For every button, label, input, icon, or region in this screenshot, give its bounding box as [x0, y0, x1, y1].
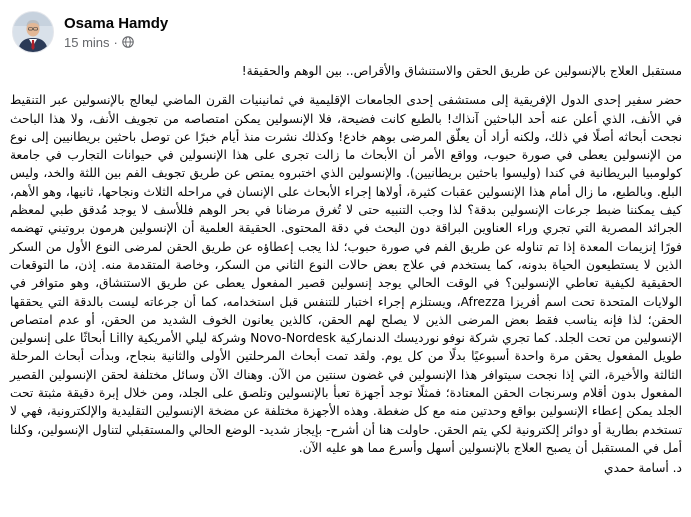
- header-meta: [64, 14, 168, 51]
- post-signature: د. أسامة حمدي: [604, 461, 682, 476]
- post-header: [12, 10, 168, 54]
- globe-icon[interactable]: [122, 36, 134, 48]
- author-name[interactable]: Osama Hamdy: [64, 14, 169, 32]
- profile-photo: [13, 12, 53, 52]
- author-avatar[interactable]: [12, 11, 54, 53]
- post-body-paragraph: حضر سفير إحدى الدول الإفريقية إلى مستشفى إحدى الجامعات الإقليمية في ثمانينيات القرن الماضي ليعالج بالإنسولين عبر التنقيط في الأنف، الذي أعلن عنه أحد الباحثين آنذاك! بالطبع كانت فضيحة، فلا الإنسولين يمكن امتصاصه من تجويف الأنف، ولا هذا الباحث نجحت أبحاثه أصلًا في ذلك، ولكنه أراد أن يعلّق المرضى بوهم خادع! وكذلك نشرت منذ أيام خبرًا عن توصل باحثين بريطانيين إلى نوع من الإنسولين يعطى في صورة حبوب، وواقع الأمر أن الأبحاث ما زالت تجرى على هذا الإنسولين في حيوانات التجارب في جامعة كولومبيا البريطانية في كندا (وليسوا باحثين بريطانيين). والإنسولين الذي اختبروه يمتص عن طريق تجويف الفم بين اللثة والخد، وليس البلع. وبالطبع، ما زال أمام هذا الإنسولين عقبات كثيرة، أولاها إجراء الأبحاث على الإنسان في مراحله الثلاث ونجاحها، ثانيها، وهو الأهم، كيف يمكننا ضبط جرعات الإنسولين بدقة؟ لذا وجب التنبيه حتى لا تُغرق مرضانا في بحر الوهم فللأسف لا يوجد مُدقق طبي لمعظم الجرائد المصرية التي تجري وراء العناوين البراقة دون البحث في دقة المحتوى. الحقيقة العلمية أن الإنسولين هرمون بروتيني تهضمه فورًا إنزيمات المعدة إذا تم تناوله عن طريق الفم في صورة حبوب؛ لذا يجب إعطاؤه عن طريق الحقن لمرضى النوع الأول من السكر الذين لا يستطيعون الحياة بدونه، كما يستخدم في علاج بعض حالات النوع الثاني من السكر، وخاصة المتقدمة منه. إذن، ما التوقعات الحقيقية لكيفية تعاطي الإنسولين؟ في الوقت الحالي يوجد إنسولين قصير المفعول يعطى عن طريق الاستنشاق، وهو متوافر في الولايات المتحدة تحت اسم أفريزا Afrezza، ويستلزم إجراء اختبار للتنفس قبل استخدامه، كما أن جرعاته ليست بالدقة التي يحققها الحقن؛ لذا فإنه يناسب فقط بعض المرضى الذين لا يصلح لهم الحقن، كالذين يعانون الخوف الشديد من الحقن، أو عدم امتصاص الإنسولين من تحت الجلد. كما تجري شركة نوفو نورديسك الدنماركية Novo-Nordesk وشركة ليلي الأمريكية Lilly أبحاثًا على إنسولين طويل المفعول يحقن مرة واحدة أسبوعيًا بدلًا من كل يوم. ولقد تمت أبحاث المرحلتين الأولى والثانية بنجاح، وبدأت أبحاث المرحلة الثالثة والأخيرة، التي إذا نجحت سيتوافر هذا الإنسولين في غضون سنتين من الآن. وهناك الآن وسائل مختلفة لحقن الإنسولين القصير المفعول بدون أقلام وسرنجات الحقن المعتادة؛ فمثلًا توجد أجهزة تعبأ بالإنسولين وتلصق على الجلد، ومن خلال إبرة دقيقة مثبتة تحت الجلد يمكن إعطاء الإنسولين بواقع وحدتين منه مع كل ضغطة. وهذه الأجهزة مختلفة عن مضخة الإنسولين التقليدية والإلكترونية، فهي لا تستخدم بطارية أو دوائر إلكترونية لكي يتم الحقن. حاولت هنا أن أشرح- بإيجاز شديد- الوضع الحالي والمستقبلي لتناول الإنسولين، وكلنا أمل في المستقبل أن يصبح العلاج بالإنسولين أسهل وأسرع مما هو عليه الآن.: [10, 93, 682, 455]
- post-meta-row: [64, 34, 168, 51]
- post-timestamp[interactable]: 15 mins: [64, 34, 110, 50]
- post-headline: مستقبل العلاج بالإنسولين عن طريق الحقن والاستنشاق والأقراص.. بين الوهم والحقيقة!: [241, 64, 682, 78]
- meta-separator: ·: [113, 34, 118, 50]
- post-text: [10, 62, 682, 478]
